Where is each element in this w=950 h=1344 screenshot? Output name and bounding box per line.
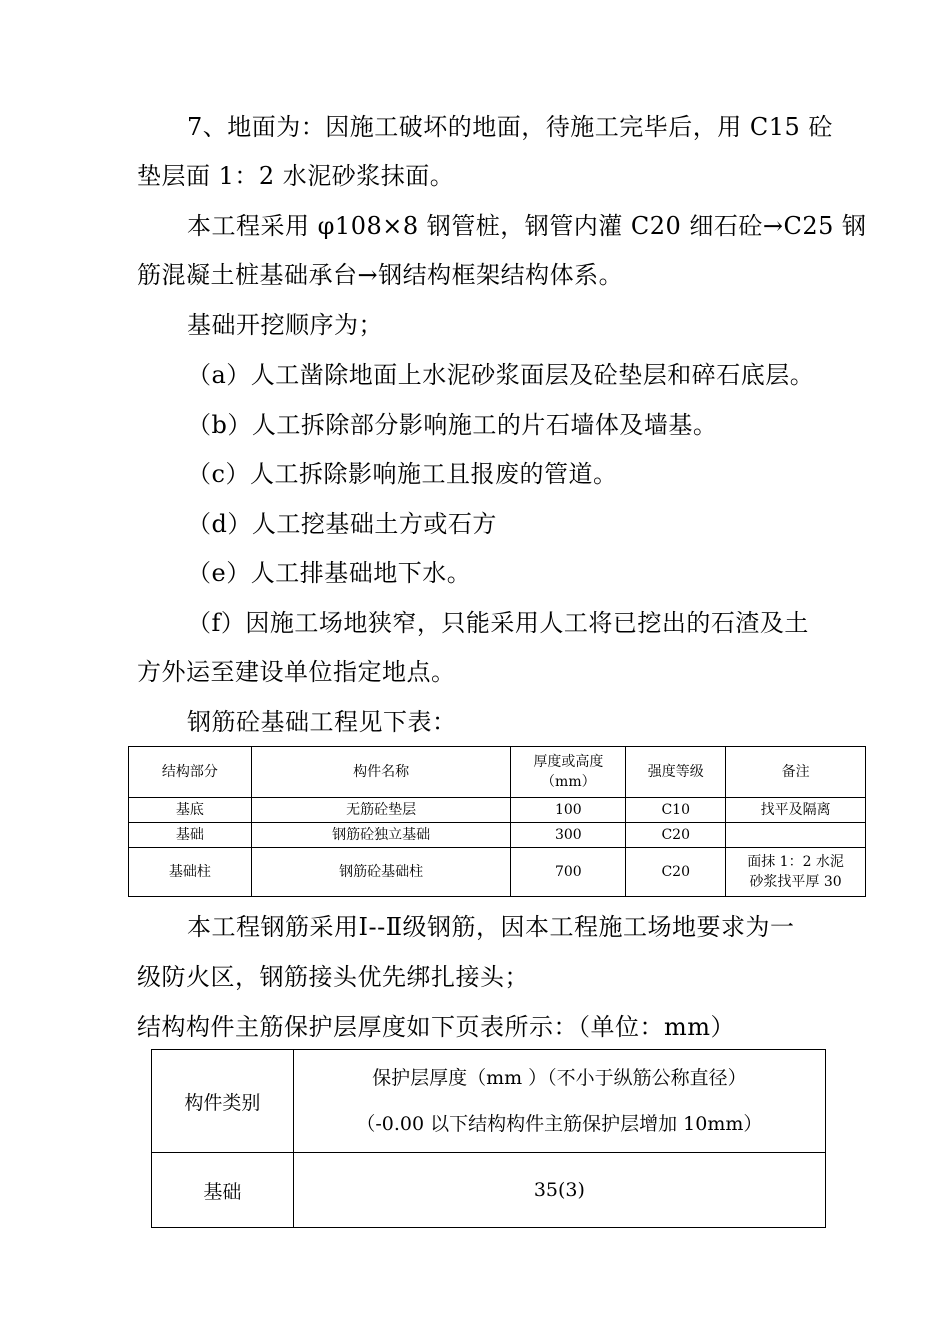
table-cell: 基底: [129, 798, 252, 823]
table-row: [129, 848, 866, 897]
table-cell: 300: [511, 823, 626, 848]
table-cell: C10: [626, 798, 726, 823]
paragraph-line: 本工程钢筋采用Ⅰ--Ⅱ级钢筋，因本工程施工场地要求为一: [187, 913, 795, 941]
list-item: （b）人工拆除部分影响施工的片石墙体及墙基。: [187, 411, 718, 439]
paragraph-line: 筋混凝土桩基础承台→钢结构框架结构体系。: [137, 261, 624, 289]
paragraph-line: 垫层面 1：2 水泥砂浆抹面。: [137, 162, 455, 190]
table-header-line: （-0.00 以下结构构件主筋保护层增加 10mm）: [356, 1113, 763, 1135]
paragraph-line: 本工程采用 φ108×8 钢管桩，钢管内灌 C20 细石砼→C25 钢: [187, 212, 867, 240]
list-item: （c）人工拆除影响施工且报废的管道。: [187, 460, 618, 488]
paragraph-line: 基础开挖顺序为；: [187, 311, 383, 339]
table-row: [152, 1153, 826, 1228]
table-cell: 基础柱: [129, 848, 252, 897]
table-header-line: 保护层厚度（mm ）（不小于纵筋公称直径）: [372, 1067, 747, 1089]
table-header-cell: 构件类别: [152, 1050, 294, 1153]
table-cell: 基础: [152, 1153, 294, 1228]
list-item: （a）人工凿除地面上水泥砂浆面层及砼垫层和碎石底层。: [187, 361, 815, 389]
table-header-unit: （mm）: [541, 774, 596, 790]
cover-thickness-table: [151, 1049, 826, 1228]
table-header-cell: 构件名称: [251, 747, 511, 798]
table-header-row: [152, 1050, 826, 1153]
table-cell: C20: [626, 823, 726, 848]
foundation-table: [128, 746, 866, 897]
table-cell: 钢筋砼独立基础: [251, 823, 511, 848]
table-cell: C20: [626, 848, 726, 897]
paragraph-line: 级防火区，钢筋接头优先绑扎接头；: [137, 963, 529, 991]
table-header-cell: [511, 747, 626, 798]
table-header-cell: [293, 1050, 825, 1153]
paragraph-line: 结构构件主筋保护层厚度如下页表所示：（单位：mm）: [137, 1013, 736, 1041]
table-header-row: [129, 747, 866, 798]
table-caption: 钢筋砼基础工程见下表：: [187, 708, 457, 736]
table-cell: 100: [511, 798, 626, 823]
table-header-text: 厚度或高度: [533, 754, 604, 770]
table-header-cell: 备注: [726, 747, 866, 798]
table-cell: 无筋砼垫层: [251, 798, 511, 823]
table-cell: 基础: [129, 823, 252, 848]
table-cell: [726, 848, 866, 897]
table-cell: 钢筋砼基础柱: [251, 848, 511, 897]
table-cell: 35(3): [293, 1153, 825, 1228]
table-header-cell: 结构部分: [129, 747, 252, 798]
table-cell-line: 面抹 1：2 水泥: [747, 854, 844, 870]
table-cell: [726, 823, 866, 848]
table-row: [129, 823, 866, 848]
table-cell-line: 砂浆找平厚 30: [749, 874, 842, 890]
paragraph-line: 7、地面为：因施工破坏的地面，待施工完毕后，用 C15 砼: [187, 113, 833, 141]
table-header-cell: 强度等级: [626, 747, 726, 798]
list-item: （d）人工挖基础土方或石方: [187, 510, 497, 538]
paragraph-line: 方外运至建设单位指定地点。: [137, 658, 456, 686]
table-cell: 700: [511, 848, 626, 897]
list-item: （f）因施工场地狭窄，只能采用人工将已挖出的石渣及土: [187, 609, 809, 637]
list-item: （e）人工排基础地下水。: [187, 559, 472, 587]
table-cell: 找平及隔离: [726, 798, 866, 823]
table-row: [129, 798, 866, 823]
